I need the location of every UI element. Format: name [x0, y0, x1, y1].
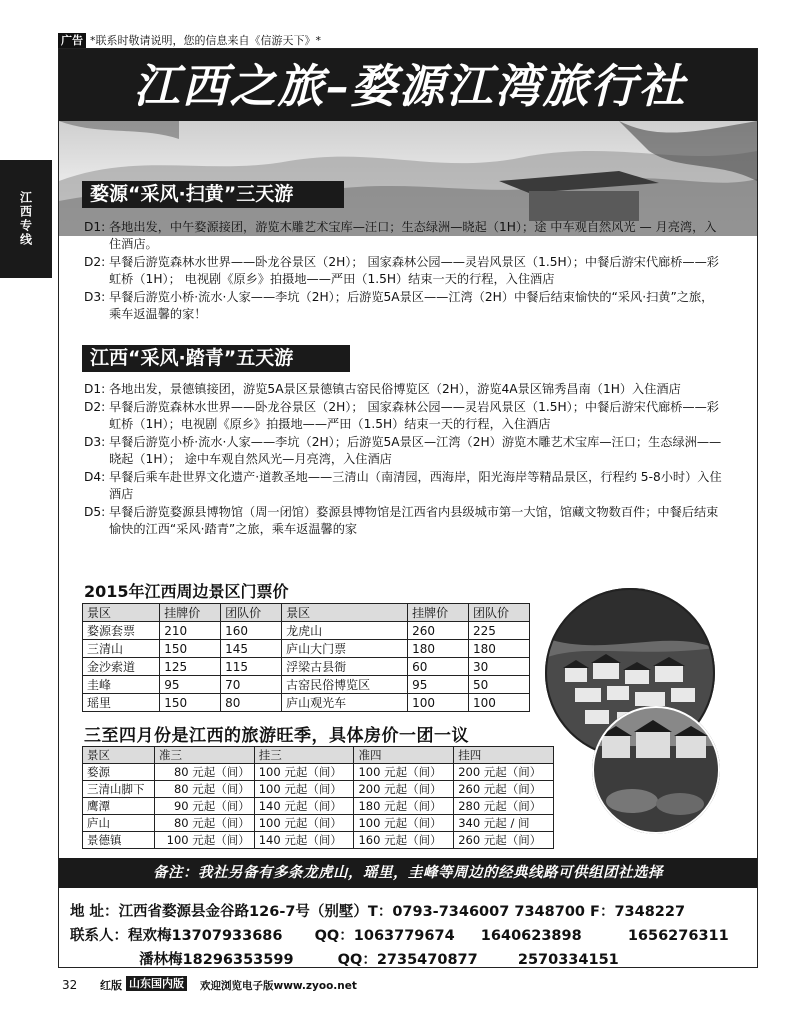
column-header: 景区: [282, 604, 408, 622]
table-cell: 古窑民俗博览区: [282, 676, 408, 694]
table-cell: 婺源: [83, 764, 155, 781]
table-cell: 225: [469, 622, 530, 640]
contact-line-2: [70, 948, 760, 972]
table-cell: 100: [408, 694, 469, 712]
column-header: 准四: [354, 747, 454, 764]
table-row: [83, 676, 530, 694]
table-cell: 180: [469, 640, 530, 658]
table-cell: 景德镇: [83, 832, 155, 849]
table-cell: 100 元起（间）: [254, 815, 354, 832]
itinerary-day: [84, 219, 724, 253]
ad-note: *联系时敬请说明，您的信息来自《信游天下》*: [90, 34, 321, 47]
column-header: 景区: [83, 747, 155, 764]
qq-number: 1656276311: [627, 928, 729, 944]
table-cell: 30: [469, 658, 530, 676]
address-text: 江西省婺源县金谷路126-7号（别墅）T：0793-7346007 7348700 F：7348227: [118, 904, 686, 920]
table-cell: 80: [221, 694, 282, 712]
side-tab: [0, 160, 52, 278]
qq-number: 2735470877: [376, 952, 478, 968]
table-cell: 140 元起（间）: [254, 832, 354, 849]
column-header: 挂三: [254, 747, 354, 764]
table-cell: 160: [221, 622, 282, 640]
column-header: 准三: [155, 747, 255, 764]
qq-number: 1640623898: [480, 928, 582, 944]
table-cell: 瑶里: [83, 694, 160, 712]
contact-block: [70, 900, 760, 972]
table-cell: 150: [160, 640, 221, 658]
table-cell: 145: [221, 640, 282, 658]
table-row: [83, 658, 530, 676]
table-cell: 100 元起（间）: [254, 764, 354, 781]
edition-badge: 山东国内版: [126, 976, 187, 991]
table-cell: 庐山大门票: [282, 640, 408, 658]
table-cell: 圭峰: [83, 676, 160, 694]
table-cell: 100 元起（间）: [354, 764, 454, 781]
table-cell: 125: [160, 658, 221, 676]
table-cell: 180: [408, 640, 469, 658]
table-cell: 龙虎山: [282, 622, 408, 640]
itinerary-day: [84, 254, 724, 288]
ticket-table-title: 2015年江西周边景区门票价: [84, 582, 289, 601]
table-cell: 100: [469, 694, 530, 712]
contact-person-1: 程欢梅13707933686: [128, 928, 283, 944]
table-cell: 95: [408, 676, 469, 694]
table-row: [83, 764, 554, 781]
column-header: 景区: [83, 604, 160, 622]
table-row: [83, 815, 554, 832]
table-cell: 80 元起（间）: [155, 815, 255, 832]
day-label: D1:: [84, 382, 106, 396]
table-row: [83, 622, 530, 640]
section1-heading: 婺源“采风·扫黄”三天游: [82, 181, 344, 208]
qq-label: QQ：: [314, 928, 354, 944]
day-text: 早餐后游览婺源县博物馆（周一闭馆）婺源县博物馆是江西省内县级城市第一大馆，馆藏文物数百件；中餐后结束愉快的江西“采风·踏青”之旅，乘车返温馨的家: [109, 505, 719, 536]
hotel-price-table: [82, 746, 554, 849]
contact-line-1: [70, 924, 760, 948]
table-cell: 金沙索道: [83, 658, 160, 676]
ticket-price-table: [82, 603, 530, 712]
contact-person-2: 潘林梅18296353599: [139, 952, 294, 968]
column-header: 挂四: [454, 747, 554, 764]
qq-label: QQ：: [337, 952, 377, 968]
table-cell: 80 元起（间）: [155, 781, 255, 798]
column-header: 挂牌价: [408, 604, 469, 622]
column-header: 团队价: [221, 604, 282, 622]
day-text: 早餐后游览小桥·流水·人家——李坑（2H）；后游览5A景区——江湾（2H）中餐后结束愉快的“采风·扫黄”之旅，乘车返温馨的家！: [109, 290, 714, 321]
remark-banner: 备注：我社另备有多条龙虎山，瑶里，圭峰等周边的经典线路可供组团社选择: [59, 858, 757, 888]
table-cell: 三清山脚下: [83, 781, 155, 798]
table-row: [83, 798, 554, 815]
section2-heading: 江西“采风·踏青”五天游: [82, 345, 350, 372]
table-cell: 260 元起（间）: [454, 832, 554, 849]
table-cell: 95: [160, 676, 221, 694]
section2-itinerary: [84, 381, 724, 539]
table-cell: 160 元起（间）: [354, 832, 454, 849]
table-cell: 340 元起 / 间: [454, 815, 554, 832]
day-label: D3:: [84, 435, 106, 449]
ad-tag: 广告: [58, 33, 86, 49]
table-row: [83, 640, 530, 658]
village-photo-2: [592, 706, 720, 834]
table-cell: 115: [221, 658, 282, 676]
qq-number: 1063779674: [353, 928, 455, 944]
table-cell: 三清山: [83, 640, 160, 658]
hotel-table-title: 三至四月份是江西的旅游旺季，具体房价一团一议: [84, 726, 469, 746]
day-label: D2:: [84, 400, 106, 414]
itinerary-day: [84, 469, 724, 503]
table-cell: 260: [408, 622, 469, 640]
contact-label: 联系人：: [70, 928, 128, 944]
address-line: [70, 900, 760, 924]
itinerary-day: [84, 504, 724, 538]
table-cell: 100 元起（间）: [155, 832, 255, 849]
table-cell: 60: [408, 658, 469, 676]
table-cell: 200 元起（间）: [354, 781, 454, 798]
side-tab-label: 江西专线: [18, 191, 33, 247]
table-cell: 210: [160, 622, 221, 640]
table-cell: 50: [469, 676, 530, 694]
table-cell: 100 元起（间）: [254, 781, 354, 798]
table-cell: 180 元起（间）: [354, 798, 454, 815]
itinerary-day: [84, 381, 724, 398]
table-row: [83, 832, 554, 849]
table-cell: 200 元起（间）: [454, 764, 554, 781]
page-title: 江西之旅–婺源江湾旅行社: [133, 59, 687, 113]
table-cell: 浮梁古县衙: [282, 658, 408, 676]
section1-itinerary: [84, 219, 724, 324]
column-header: 团队价: [469, 604, 530, 622]
table-row: [83, 694, 530, 712]
address-label: 地 址：: [70, 904, 119, 920]
table-cell: 90 元起（间）: [155, 798, 255, 815]
table-cell: 80 元起（间）: [155, 764, 255, 781]
table-cell: 婺源套票: [83, 622, 160, 640]
edition-label: 红版: [100, 979, 122, 992]
day-text: 各地出发，中午婺源接团，游览木雕艺术宝库—汪口；生态绿洲—晓起（1H）；途 中车观自然风光 — 月亮湾，入住酒店。: [109, 220, 717, 251]
day-text: 早餐后乘车赴世界文化遗产·道教圣地——三清山（南清园，西海岸，阳光海岸等精品景区，行程约 5-8小时）入住酒店: [109, 470, 722, 501]
page-number: 32: [62, 978, 78, 992]
table-cell: 70: [221, 676, 282, 694]
day-label: D3:: [84, 290, 106, 304]
day-label: D5:: [84, 505, 106, 519]
table-cell: 280 元起（间）: [454, 798, 554, 815]
table-cell: 100 元起（间）: [354, 815, 454, 832]
day-text: 早餐后游览小桥·流水·人家——李坑（2H）；后游览5A景区—江湾（2H）游览木雕艺术宝库—汪口；生态绿洲——晓起（1H）； 途中车观自然风光—月亮湾，入住酒店: [109, 435, 722, 466]
day-text: 早餐后游览森林水世界——卧龙谷景区（2H）； 国家森林公园——灵岩风景区（1.5H）；中餐后游宋代廊桥——彩虹桥（1H）； 电视剧《原乡》拍摄地——严田（1.5H）结束一天的行程，入住酒店: [109, 255, 719, 286]
day-label: D4:: [84, 470, 106, 484]
table-cell: 庐山观光车: [282, 694, 408, 712]
table-header-row: [83, 604, 530, 622]
table-cell: 150: [160, 694, 221, 712]
table-cell: 140 元起（间）: [254, 798, 354, 815]
itinerary-day: [84, 399, 724, 433]
day-label: D2:: [84, 255, 106, 269]
table-cell: 鹰潭: [83, 798, 155, 815]
day-text: 各地出发，景德镇接团，游览5A景区景德镇古窑民俗博览区（2H），游览4A景区锦秀昌南（1H）入住酒店: [109, 382, 681, 396]
qq-number: 2570334151: [517, 952, 619, 968]
column-header: 挂牌价: [160, 604, 221, 622]
table-row: [83, 781, 554, 798]
itinerary-day: [84, 289, 724, 323]
itinerary-day: [84, 434, 724, 468]
day-label: D1:: [84, 220, 106, 234]
table-header-row: [83, 747, 554, 764]
day-text: 早餐后游览森林水世界——卧龙谷景区（2H）； 国家森林公园——灵岩风景区（1.5H）；中餐后游宋代廊桥——彩虹桥（1H）；电视剧《原乡》拍摄地——严田（1.5H）结束一天的行程，入住酒店: [109, 400, 719, 431]
footer-website-note: 欢迎浏览电子版www.zyoo.net: [200, 980, 357, 992]
table-cell: 260 元起（间）: [454, 781, 554, 798]
table-cell: 庐山: [83, 815, 155, 832]
